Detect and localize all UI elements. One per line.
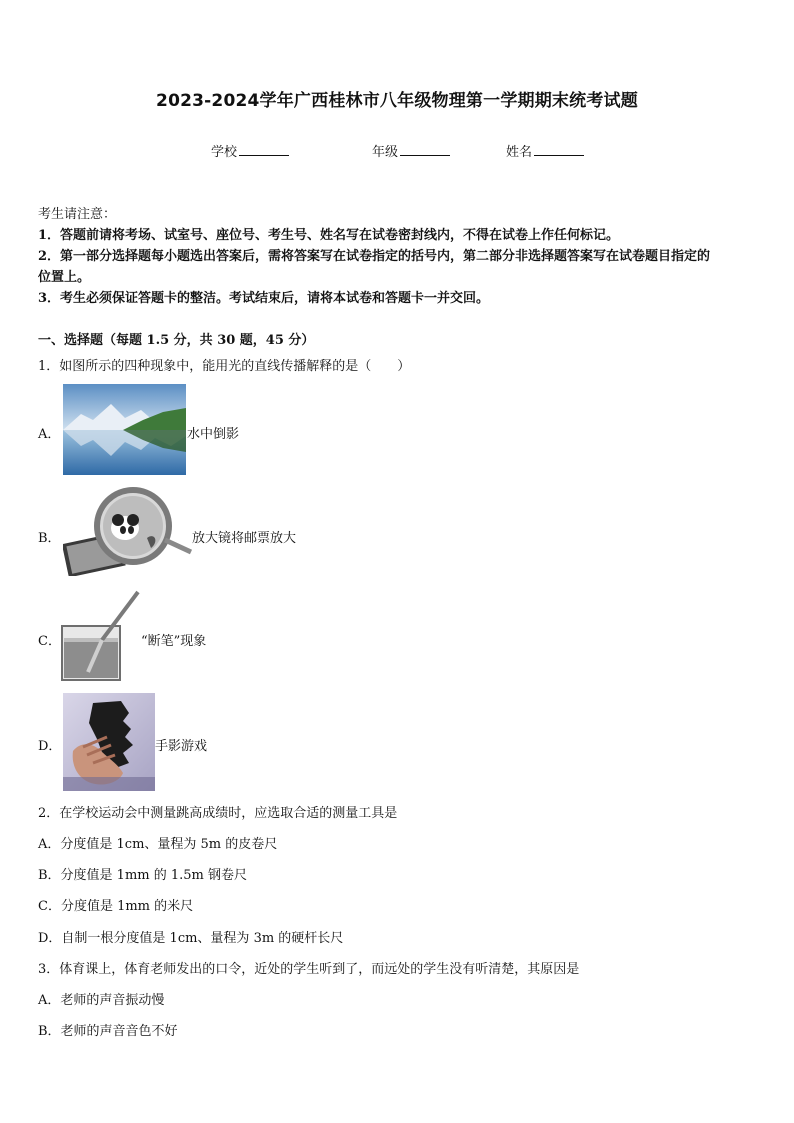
grade-label: 年级 [372, 145, 399, 160]
option-letter: C． [38, 634, 61, 649]
broken-pencil-image [60, 590, 142, 682]
notice-item: 位置上。 [38, 270, 91, 285]
option-text: B．分度值是 1mm 的 1.5m 钢卷尺 [38, 868, 248, 883]
option-text: B．老师的声音音色不好 [38, 1024, 178, 1039]
school-label: 学校 [211, 145, 238, 160]
option-caption: 手影游戏 [155, 739, 208, 754]
grade-blank [400, 143, 450, 156]
option-letter: B． [38, 531, 61, 546]
option-letter: D． [38, 739, 62, 754]
option-text: D．自制一根分度值是 1cm、量程为 3m 的硬杆长尺 [38, 931, 344, 946]
option-letter: A． [38, 427, 61, 442]
option-caption: 水中倒影 [187, 427, 240, 442]
question-stem: 2．在学校运动会中测量跳高成绩时，应选取合适的测量工具是 [38, 806, 398, 821]
notice-item: 3．考生必须保证答题卡的整洁。考试结束后，请将本试卷和答题卡一并交回。 [38, 291, 490, 306]
magnifier-stamp-image [63, 486, 193, 576]
name-blank [534, 143, 584, 156]
option-caption: 放大镜将邮票放大 [192, 531, 297, 546]
school-blank [239, 143, 289, 156]
notice-heading: 考生请注意： [38, 207, 117, 222]
grade-field [372, 141, 450, 160]
option-caption: “断笔”现象 [141, 634, 207, 649]
question-stem: 1．如图所示的四种现象中，能用光的直线传播解释的是（ ） [38, 359, 411, 374]
notice-item: 1．答题前请将考场、试室号、座位号、考生号、姓名写在试卷密封线内，不得在试卷上作任何标记。 [38, 228, 620, 243]
hand-shadow-image [63, 693, 155, 791]
option-text: A．分度值是 1cm、量程为 5m 的皮卷尺 [38, 837, 278, 852]
option-text: A．老师的声音振动慢 [38, 993, 165, 1008]
notice-item: 2．第一部分选择题每小题选出答案后，需将答案写在试卷指定的括号内，第二部分非选择题答案写在试卷题目指定的 [38, 249, 711, 264]
lake-reflection-image [63, 384, 186, 475]
option-text: C．分度值是 1mm 的米尺 [38, 899, 194, 914]
question-stem: 3．体育课上，体育老师发出的口令，近处的学生听到了，而远处的学生没有听清楚，其原因是 [38, 962, 580, 977]
exam-title: 2023-2024学年广西桂林市八年级物理第一学期期末统考试题 [156, 91, 638, 111]
name-label: 姓名 [506, 145, 533, 160]
name-field [506, 141, 584, 160]
school-field [211, 141, 289, 160]
section-heading: 一、选择题（每题 1.5 分，共 30 题，45 分） [38, 333, 315, 348]
